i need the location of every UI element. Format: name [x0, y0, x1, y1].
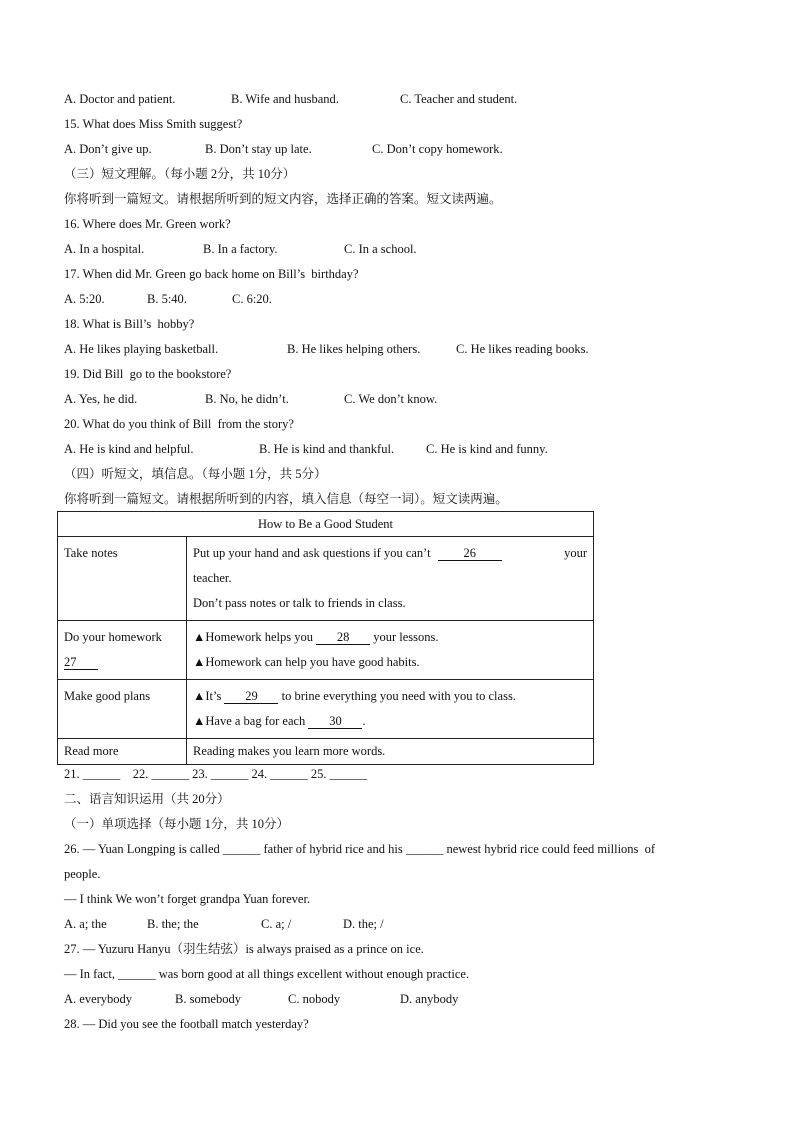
row1-text-a: Put up your hand and ask questions if you can’t: [193, 546, 434, 560]
q14-option-a: A. Doctor and patient.: [64, 92, 176, 106]
row1-line1: [193, 541, 587, 566]
q17-stem: 17. When did Mr. Green go back home on Bill’s birthday?: [64, 267, 359, 281]
q26-option-b: B. the; the: [147, 917, 199, 931]
q18-option-a: A. He likes playing basketball.: [64, 342, 219, 356]
row3-line2: [193, 709, 587, 734]
q19-option-b: B. No, he didn’t.: [205, 392, 289, 406]
q26-stem: 26. — Yuan Longping is called ______ father of hybrid rice and his ______ newest hybrid rice could feed millions of: [64, 842, 656, 856]
row2-text-a: ▲Homework helps you: [193, 630, 317, 644]
row-take-notes-content: [187, 537, 594, 621]
row-take-notes-label: Take notes: [58, 537, 187, 621]
q26-option-d: D. the; /: [343, 917, 384, 931]
q28-stem: 28. — Did you see the football match yesterday?: [64, 1017, 309, 1031]
blank-29: 29: [224, 689, 278, 704]
q27-option-a: A. everybody: [64, 992, 133, 1006]
q18-stem: 18. What is Bill’s hobby?: [64, 317, 195, 331]
row-homework-label: [58, 621, 187, 680]
q26-stem-continued: people.: [64, 867, 101, 881]
q27-reply: — In fact, ______ was born good at all things excellent without enough practice.: [64, 967, 470, 981]
part2-subheading: （一）单项选择（每小题 1分，共 10分）: [64, 817, 290, 831]
q14-option-c: C. Teacher and student.: [400, 92, 518, 106]
q15-option-c: C. Don’t copy homework.: [372, 142, 503, 156]
section3-heading: （三）短文理解。（每小题 2分，共 10分）: [64, 167, 296, 181]
blank-30: 30: [308, 714, 362, 729]
blank-27: 27: [64, 655, 98, 670]
row-plans-content: [187, 680, 594, 739]
q26-option-c: C. a; /: [261, 917, 292, 931]
blank-26: 26: [438, 546, 502, 561]
section4-heading: （四）听短文，填信息。（每小题 1分，共 5分）: [64, 467, 327, 481]
table-title: How to Be a Good Student: [58, 512, 594, 537]
q20-stem: 20. What do you think of Bill from the story?: [64, 417, 294, 431]
q18-option-b: B. He likes helping others.: [287, 342, 421, 356]
q17-option-a: A. 5:20.: [64, 292, 105, 306]
q20-option-c: C. He is kind and funny.: [426, 442, 548, 456]
q26-reply: — I think We won’t forget grandpa Yuan forever.: [64, 892, 311, 906]
blank-28: 28: [316, 630, 370, 645]
q16-option-c: C. In a school.: [344, 242, 417, 256]
q27-option-c: C. nobody: [288, 992, 341, 1006]
q19-option-c: C. We don’t know.: [344, 392, 438, 406]
q19-option-a: A. Yes, he did.: [64, 392, 138, 406]
row3-text-c: ▲Have a bag for each: [193, 714, 309, 728]
q18-option-c: C. He likes reading books.: [456, 342, 589, 356]
row3-text-b: to brine everything you need with you to class.: [278, 689, 516, 703]
q27-stem: 27. — Yuzuru Hanyu（羽生结弦）is always praised as a prince on ice.: [64, 942, 424, 956]
q16-option-a: A. In a hospital.: [64, 242, 145, 256]
row3-text-a: ▲It’s: [193, 689, 225, 703]
row2-text-b: your lessons.: [370, 630, 439, 644]
row1-text-b: your: [564, 546, 587, 560]
row-homework-content: [187, 621, 594, 680]
row2-line1: [193, 625, 587, 650]
row1-line3: Don’t pass notes or talk to friends in class.: [193, 596, 406, 610]
q15-stem: 15. What does Miss Smith suggest?: [64, 117, 243, 131]
row-read-more-content: Reading makes you learn more words.: [187, 739, 594, 765]
row2-label-text: Do your homework: [64, 630, 162, 644]
section4-instruction: 你将听到一篇短文。请根据所听到的内容，填入信息（每空一词）。短文读两遍。: [64, 492, 508, 506]
q15-option-b: B. Don’t stay up late.: [205, 142, 312, 156]
q15-option-a: A. Don’t give up.: [64, 142, 152, 156]
q17-option-b: B. 5:40.: [147, 292, 187, 306]
good-student-table: [57, 511, 594, 765]
row-plans-label: Make good plans: [58, 680, 187, 739]
q16-stem: 16. Where does Mr. Green work?: [64, 217, 231, 231]
q20-option-a: A. He is kind and helpful.: [64, 442, 194, 456]
q20-option-b: B. He is kind and thankful.: [259, 442, 395, 456]
q17-option-c: C. 6:20.: [232, 292, 272, 306]
q19-stem: 19. Did Bill go to the bookstore?: [64, 367, 232, 381]
q16-option-b: B. In a factory.: [203, 242, 278, 256]
row2-line2: ▲Homework can help you have good habits.: [193, 655, 420, 669]
row1-line2: teacher.: [193, 571, 232, 585]
q14-option-b: B. Wife and husband.: [231, 92, 339, 106]
answer-line: 21. ______ 22. ______ 23. ______ 24. ______ 25. ______: [64, 767, 368, 781]
q27-option-b: B. somebody: [175, 992, 241, 1006]
part2-heading: 二、语言知识运用（共 20分）: [64, 792, 230, 806]
q26-option-a: A. a; the: [64, 917, 107, 931]
row-read-more-label: Read more: [58, 739, 187, 765]
section3-instruction: 你将听到一篇短文。请根据所听到的短文内容，选择正确的答案。短文读两遍。: [64, 192, 502, 206]
q27-option-d: D. anybody: [400, 992, 459, 1006]
row3-text-d: .: [362, 714, 366, 728]
row3-line1: [193, 684, 587, 709]
